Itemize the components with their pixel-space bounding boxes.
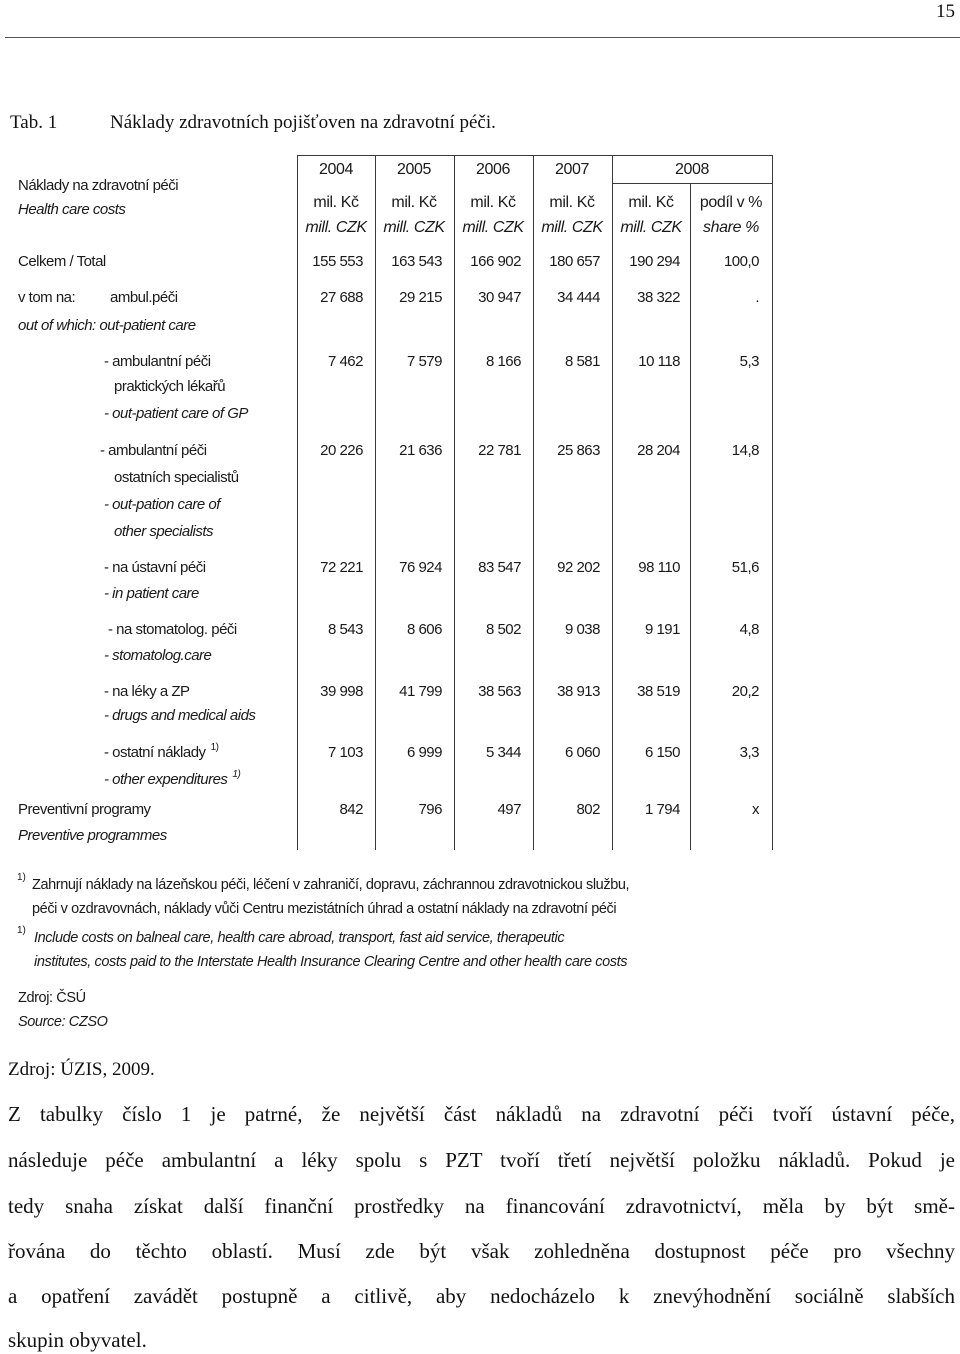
row-label-inpatient-en: - in patient care: [104, 585, 199, 602]
row-label-prefix: v tom na:: [18, 289, 76, 306]
cost-cell: 27 688: [320, 289, 363, 306]
row-label-outpatient: ambul.péči: [110, 289, 178, 306]
cost-cell: 72 221: [320, 559, 363, 576]
year-header: 2007: [555, 161, 589, 178]
paragraph-line: Z tabulky číslo 1 je patrné, že největší část nákladů na zdravotní péči tvoří ústavní péče,: [8, 1102, 955, 1126]
cost-cell: 98 110: [638, 559, 680, 576]
row-label-dental: - na stomatolog. péči: [108, 621, 237, 638]
footnote-en-line: Include costs on balneal care, health care abroad, transport, fast aid service, therapeutic: [34, 930, 565, 946]
unit-header-cz: mil. Kč: [549, 194, 595, 211]
row-label-total: Celkem / Total: [18, 253, 106, 270]
unit-header-en: mill. CZK: [541, 219, 603, 236]
footnote-cz-line: péči v ozdravovnách, náklady vůči Centru mezistátních úhrad a ostatní náklady na zdravotní péči: [32, 901, 617, 917]
header-rule: [5, 37, 960, 38]
footnote-mark: 1): [210, 742, 219, 753]
footnote-mark: 1): [17, 872, 26, 883]
table-caption-title: Náklady zdravotních pojišťoven na zdravotní péči.: [110, 112, 496, 133]
paragraph-line: tedy snaha získat další finanční prostředky na financování zdravotnictví, měla by být smě-: [8, 1194, 955, 1218]
row-label-specialists: - ambulantní péči: [100, 442, 207, 459]
paragraph-line: řována do těchto oblastí. Musí zde být však zohledněna dostupnost péče pro všechny: [8, 1239, 955, 1263]
cost-cell: 10 118: [638, 353, 680, 370]
cost-cell: 25 863: [557, 442, 600, 459]
table-top-rule: [297, 155, 773, 156]
cost-cell: 7 103: [327, 744, 363, 761]
cost-cell: 38 913: [557, 683, 600, 700]
table-caption-label: Tab. 1: [10, 112, 58, 133]
row-label-other-en-text: - other expenditures: [104, 771, 228, 788]
cost-cell: 21 636: [399, 442, 442, 459]
cost-cell: 38 519: [637, 683, 680, 700]
stub-header-en: Health care costs: [18, 201, 126, 218]
row-label-other-en: [104, 771, 240, 791]
cost-cell: 8 606: [406, 621, 442, 638]
paragraph-line: následuje péče ambulantní a léky spolu s PZT tvoří třetí největší položku nákladů. Pokud je: [8, 1148, 955, 1172]
unit-header-cz: mil. Kč: [628, 194, 674, 211]
row-label-specialists-en: other specialists: [114, 523, 214, 540]
row-label-outpatient-en: out of which: out-patient care: [18, 317, 196, 334]
column-divider: [772, 155, 773, 850]
cost-cell: 20 226: [320, 442, 363, 459]
cost-cell: 28 204: [637, 442, 680, 459]
row-label-inpatient: - na ústavní péči: [104, 559, 206, 576]
page-number: 15: [936, 1, 955, 22]
cost-cell: 6 150: [644, 744, 680, 761]
year-header: 2004: [319, 161, 353, 178]
cost-cell: 41 799: [399, 683, 442, 700]
year-header: 2006: [476, 161, 510, 178]
cost-cell: 163 543: [391, 253, 442, 270]
share-cell: 20,2: [731, 683, 759, 700]
cost-cell: 29 215: [399, 289, 442, 306]
unit-header-en: mill. CZK: [383, 219, 445, 236]
cost-cell: 8 502: [485, 621, 521, 638]
row-label-other: [104, 744, 218, 764]
year-header: 2005: [397, 161, 431, 178]
cost-cell: 83 547: [478, 559, 521, 576]
row-label-prevention-en: Preventive programmes: [18, 827, 167, 844]
row-label-gp: praktických lékařů: [114, 378, 226, 395]
share-cell: 4,8: [739, 621, 759, 638]
cost-cell: 34 444: [557, 289, 600, 306]
unit-header-cz: mil. Kč: [391, 194, 437, 211]
cost-cell: 8 166: [485, 353, 521, 370]
cost-cell: 8 581: [564, 353, 600, 370]
unit-header-cz: mil. Kč: [313, 194, 359, 211]
unit-header-en: mill. CZK: [620, 219, 682, 236]
share-cell: .: [755, 289, 759, 306]
cost-cell: 7 462: [327, 353, 363, 370]
share-header-en: share %: [703, 219, 759, 236]
cost-cell: 92 202: [557, 559, 600, 576]
footnote-mark: 1): [232, 769, 241, 780]
paragraph-line: skupin obyvatel.: [8, 1328, 147, 1352]
cost-cell: 166 902: [470, 253, 521, 270]
cost-cell: 796: [418, 801, 442, 818]
share-cell: 3,3: [739, 744, 759, 761]
share-cell: 14,8: [731, 442, 759, 459]
share-cell: x: [752, 801, 759, 818]
share-cell: 5,3: [739, 353, 759, 370]
cost-cell: 5 344: [485, 744, 521, 761]
footnote-mark: 1): [17, 925, 26, 936]
cost-cell: 180 657: [549, 253, 600, 270]
row-label-other-text: - ostatní náklady: [104, 744, 206, 761]
stub-header-cz: Náklady na zdravotní péči: [18, 177, 179, 194]
table-source-cz: Zdroj: ČSÚ: [18, 990, 86, 1006]
cost-cell: 9 191: [644, 621, 680, 638]
footnote-en-line: institutes, costs paid to the Interstate Health Insurance Clearing Centre and other health care costs: [34, 954, 628, 970]
cost-cell: 39 998: [320, 683, 363, 700]
cost-cell: 76 924: [399, 559, 442, 576]
share-cell: 100,0: [723, 253, 759, 270]
cost-cell: 155 553: [312, 253, 363, 270]
paragraph-line: a opatření zavádět postupně a citlivě, aby nedocházelo k znevýhodnění sociálně slabších: [8, 1284, 955, 1308]
cost-cell: 1 794: [644, 801, 680, 818]
cost-cell: 842: [339, 801, 363, 818]
row-label-gp-en: - out-patient care of GP: [104, 405, 248, 422]
cost-cell: 30 947: [478, 289, 521, 306]
cost-cell: 7 579: [406, 353, 442, 370]
row-label-drugs: - na léky a ZP: [104, 683, 190, 700]
cost-cell: 9 038: [564, 621, 600, 638]
row-label-specialists: ostatních specialistů: [114, 469, 239, 486]
cost-cell: 6 999: [406, 744, 442, 761]
year-header: 2008: [675, 161, 709, 178]
table-source-en: Source: CZSO: [18, 1014, 108, 1030]
row-label-drugs-en: - drugs and medical aids: [104, 707, 256, 724]
cost-cell: 38 563: [478, 683, 521, 700]
unit-header-cz: mil. Kč: [470, 194, 516, 211]
cost-cell: 8 543: [327, 621, 363, 638]
year-2008-rule: [612, 183, 773, 184]
share-header-cz: podíl v %: [699, 194, 763, 211]
share-cell: 51,6: [731, 559, 759, 576]
footnote-cz-line: Zahrnují náklady na lázeňskou péči, léčení v zahraničí, dopravu, záchrannou zdravotnickou službu,: [32, 877, 630, 893]
cost-cell: 190 294: [629, 253, 680, 270]
cost-cell: 802: [576, 801, 600, 818]
row-label-specialists-en: - out-pation care of: [104, 496, 220, 513]
cost-cell: 38 322: [637, 289, 680, 306]
cost-cell: 497: [497, 801, 521, 818]
cost-cell: 6 060: [564, 744, 600, 761]
unit-header-en: mill. CZK: [462, 219, 524, 236]
row-label-prevention: Preventivní programy: [18, 801, 151, 818]
source-line: Zdroj: ÚZIS, 2009.: [8, 1059, 155, 1080]
cost-cell: 22 781: [478, 442, 521, 459]
unit-header-en: mill. CZK: [305, 219, 367, 236]
row-label-gp: - ambulantní péči: [104, 353, 211, 370]
row-label-dental-en: - stomatolog.care: [104, 647, 212, 664]
